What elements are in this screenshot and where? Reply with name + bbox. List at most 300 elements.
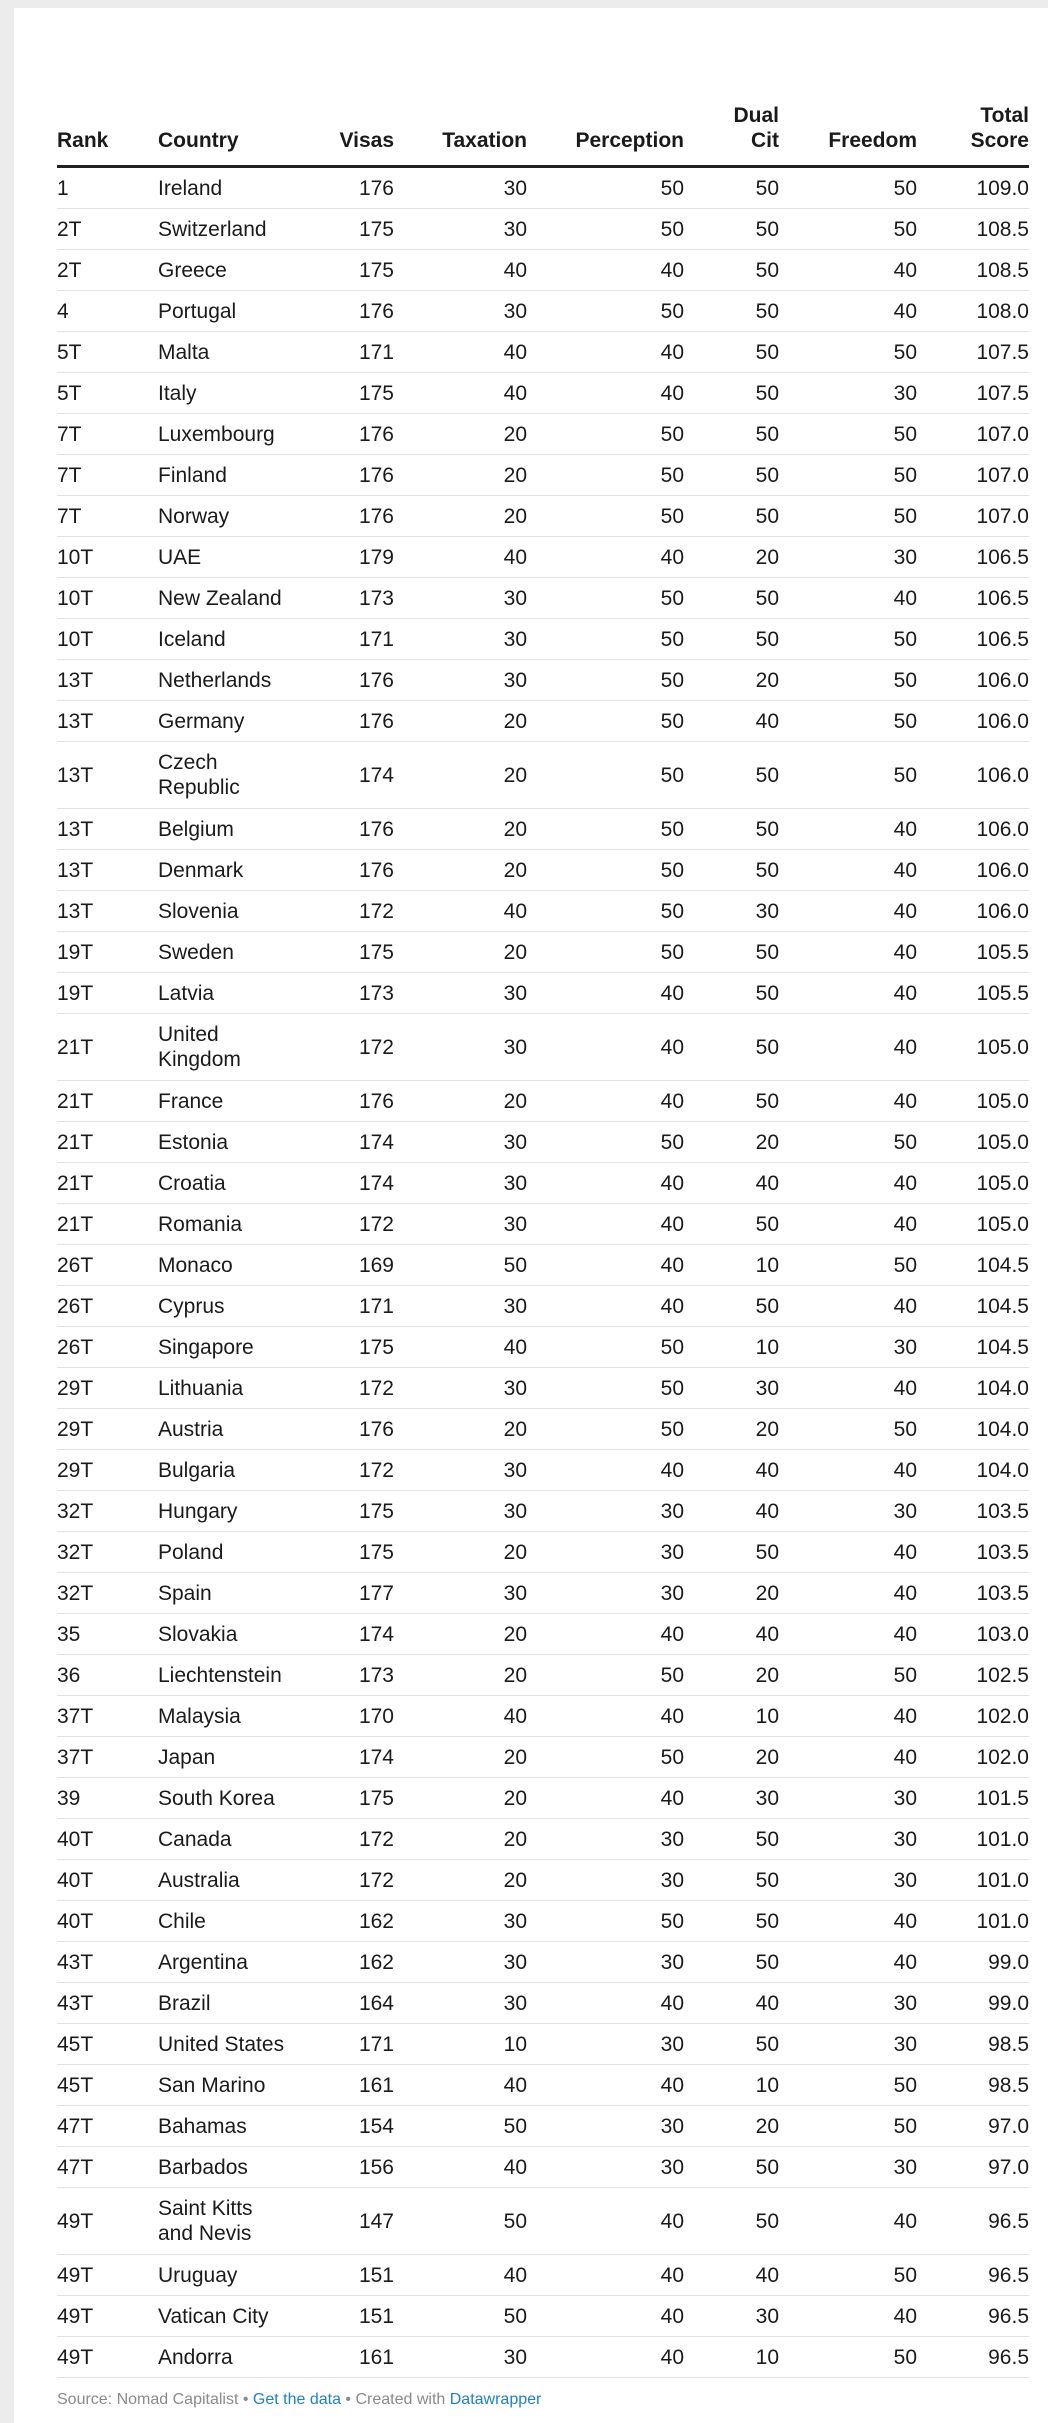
cell-perception: 50: [527, 809, 684, 850]
cell-total-score: 105.0: [917, 1014, 1029, 1081]
cell-visas: 176: [304, 455, 394, 496]
cell-total-score: 96.5: [917, 2188, 1029, 2255]
cell-visas: 170: [304, 1696, 394, 1737]
cell-taxation: 30: [394, 1450, 527, 1491]
cell-taxation: 20: [394, 850, 527, 891]
cell-dual-cit: 10: [684, 1327, 779, 1368]
cell-rank: 5T: [57, 373, 158, 414]
cell-freedom: 50: [779, 2065, 917, 2106]
cell-country: Slovakia: [158, 1614, 304, 1655]
table-row: [57, 1245, 1029, 1286]
cell-taxation: 30: [394, 578, 527, 619]
cell-rank: 37T: [57, 1696, 158, 1737]
cell-visas: 175: [304, 932, 394, 973]
cell-dual-cit: 10: [684, 1696, 779, 1737]
cell-visas: 147: [304, 2188, 394, 2255]
cell-taxation: 30: [394, 1122, 527, 1163]
cell-taxation: 20: [394, 455, 527, 496]
cell-country: Vatican City: [158, 2296, 304, 2337]
cell-dual-cit: 50: [684, 1532, 779, 1573]
table-row: [57, 1696, 1029, 1737]
cell-total-score: 106.5: [917, 578, 1029, 619]
header-visas[interactable]: Visas: [304, 83, 394, 167]
cell-rank: 29T: [57, 1409, 158, 1450]
table-row: [57, 1532, 1029, 1573]
table-row: [57, 809, 1029, 850]
cell-dual-cit: 50: [684, 1860, 779, 1901]
cell-dual-cit: 50: [684, 742, 779, 809]
cell-taxation: 30: [394, 973, 527, 1014]
cell-dual-cit: 40: [684, 2255, 779, 2296]
cell-total-score: 108.5: [917, 250, 1029, 291]
cell-rank: 13T: [57, 809, 158, 850]
cell-taxation: 20: [394, 496, 527, 537]
cell-dual-cit: 40: [684, 701, 779, 742]
cell-total-score: 103.5: [917, 1532, 1029, 1573]
cell-freedom: 30: [779, 2147, 917, 2188]
table-row: [57, 1163, 1029, 1204]
table-row: [57, 1860, 1029, 1901]
cell-taxation: 30: [394, 1014, 527, 1081]
cell-country: San Marino: [158, 2065, 304, 2106]
cell-taxation: 20: [394, 1778, 527, 1819]
cell-freedom: 40: [779, 1901, 917, 1942]
cell-dual-cit: 50: [684, 2188, 779, 2255]
cell-taxation: 20: [394, 1614, 527, 1655]
cell-visas: 172: [304, 1860, 394, 1901]
cell-perception: 50: [527, 414, 684, 455]
cell-freedom: 30: [779, 1491, 917, 1532]
cell-freedom: 50: [779, 167, 917, 209]
cell-country: Singapore: [158, 1327, 304, 1368]
cell-visas: 151: [304, 2296, 394, 2337]
cell-visas: 173: [304, 973, 394, 1014]
cell-rank: 21T: [57, 1122, 158, 1163]
cell-taxation: 30: [394, 209, 527, 250]
cell-total-score: 96.5: [917, 2255, 1029, 2296]
cell-rank: 35: [57, 1614, 158, 1655]
table-row: [57, 1901, 1029, 1942]
table-row: [57, 2255, 1029, 2296]
table-row: [57, 1450, 1029, 1491]
cell-visas: 164: [304, 1983, 394, 2024]
table-row: [57, 1122, 1029, 1163]
cell-perception: 50: [527, 578, 684, 619]
cell-dual-cit: 50: [684, 1014, 779, 1081]
table-row: [57, 850, 1029, 891]
cell-rank: 49T: [57, 2188, 158, 2255]
cell-perception: 30: [527, 1819, 684, 1860]
cell-perception: 30: [527, 1491, 684, 1532]
cell-freedom: 40: [779, 973, 917, 1014]
cell-dual-cit: 30: [684, 2296, 779, 2337]
cell-total-score: 106.0: [917, 701, 1029, 742]
cell-visas: 176: [304, 1081, 394, 1122]
cell-taxation: 20: [394, 1860, 527, 1901]
header-dual-cit[interactable]: [684, 83, 779, 167]
cell-freedom: 30: [779, 1983, 917, 2024]
cell-country: New Zealand: [158, 578, 304, 619]
cell-dual-cit: 50: [684, 850, 779, 891]
cell-country: Malaysia: [158, 1696, 304, 1737]
cell-total-score: 104.5: [917, 1245, 1029, 1286]
cell-rank: 45T: [57, 2024, 158, 2065]
cell-freedom: 30: [779, 1778, 917, 1819]
cell-visas: 161: [304, 2065, 394, 2106]
cell-dual-cit: 50: [684, 1901, 779, 1942]
cell-rank: 45T: [57, 2065, 158, 2106]
cell-country: Romania: [158, 1204, 304, 1245]
get-the-data-link[interactable]: Get the data: [252, 2391, 341, 2408]
cell-taxation: 40: [394, 2147, 527, 2188]
cell-total-score: 105.0: [917, 1163, 1029, 1204]
cell-visas: 179: [304, 537, 394, 578]
table-row: [57, 537, 1029, 578]
cell-dual-cit: 50: [684, 291, 779, 332]
cell-visas: 172: [304, 891, 394, 932]
cell-perception: 40: [527, 973, 684, 1014]
cell-perception: 40: [527, 2188, 684, 2255]
cell-country: Argentina: [158, 1942, 304, 1983]
table-row: [57, 1491, 1029, 1532]
cell-rank: 40T: [57, 1819, 158, 1860]
cell-freedom: 50: [779, 701, 917, 742]
cell-visas: 172: [304, 1014, 394, 1081]
cell-taxation: 40: [394, 1327, 527, 1368]
table-row: [57, 701, 1029, 742]
cell-rank: 26T: [57, 1245, 158, 1286]
cell-visas: 176: [304, 167, 394, 209]
cell-rank: 49T: [57, 2337, 158, 2378]
cell-taxation: 40: [394, 1696, 527, 1737]
cell-perception: 40: [527, 2296, 684, 2337]
table-row: [57, 209, 1029, 250]
cell-dual-cit: 40: [684, 1450, 779, 1491]
cell-total-score: 105.0: [917, 1204, 1029, 1245]
cell-visas: 169: [304, 1245, 394, 1286]
cell-rank: 2T: [57, 250, 158, 291]
cell-visas: 175: [304, 373, 394, 414]
cell-perception: 50: [527, 167, 684, 209]
cell-perception: 30: [527, 1942, 684, 1983]
cell-visas: 151: [304, 2255, 394, 2296]
cell-rank: 26T: [57, 1327, 158, 1368]
cell-rank: 29T: [57, 1450, 158, 1491]
cell-visas: 161: [304, 2337, 394, 2378]
cell-rank: 13T: [57, 701, 158, 742]
cell-perception: 50: [527, 619, 684, 660]
cell-freedom: 50: [779, 209, 917, 250]
cell-freedom: 30: [779, 1860, 917, 1901]
cell-visas: 172: [304, 1450, 394, 1491]
cell-freedom: 30: [779, 1819, 917, 1860]
cell-country: Austria: [158, 1409, 304, 1450]
cell-perception: 50: [527, 209, 684, 250]
table-row: [57, 619, 1029, 660]
cell-visas: 177: [304, 1573, 394, 1614]
cell-country: Latvia: [158, 973, 304, 1014]
cell-perception: 30: [527, 2147, 684, 2188]
cell-total-score: 106.5: [917, 537, 1029, 578]
cell-total-score: 107.0: [917, 455, 1029, 496]
cell-perception: 50: [527, 891, 684, 932]
cell-taxation: 50: [394, 2296, 527, 2337]
cell-taxation: 50: [394, 2188, 527, 2255]
cell-country: Australia: [158, 1860, 304, 1901]
table-row: [57, 414, 1029, 455]
cell-total-score: 98.5: [917, 2024, 1029, 2065]
cell-rank: 47T: [57, 2106, 158, 2147]
table-row: [57, 2065, 1029, 2106]
cell-dual-cit: 50: [684, 619, 779, 660]
table-body: [57, 167, 1029, 2378]
cell-country: Greece: [158, 250, 304, 291]
cell-dual-cit: 50: [684, 932, 779, 973]
cell-visas: 171: [304, 2024, 394, 2065]
cell-perception: 40: [527, 1450, 684, 1491]
cell-country: Cyprus: [158, 1286, 304, 1327]
cell-rank: 4: [57, 291, 158, 332]
cell-freedom: 40: [779, 1573, 917, 1614]
cell-dual-cit: 50: [684, 209, 779, 250]
cell-dual-cit: 50: [684, 1819, 779, 1860]
cell-country: Ireland: [158, 167, 304, 209]
cell-dual-cit: 50: [684, 1204, 779, 1245]
table-row: [57, 291, 1029, 332]
cell-visas: 171: [304, 619, 394, 660]
cell-country: Andorra: [158, 2337, 304, 2378]
cell-rank: 21T: [57, 1014, 158, 1081]
cell-perception: 30: [527, 2106, 684, 2147]
cell-dual-cit: 50: [684, 1942, 779, 1983]
cell-freedom: 40: [779, 1614, 917, 1655]
cell-dual-cit: 20: [684, 537, 779, 578]
cell-total-score: 102.5: [917, 1655, 1029, 1696]
cell-dual-cit: 50: [684, 2024, 779, 2065]
ranking-table: [57, 83, 1029, 2378]
header-country[interactable]: Country: [158, 83, 304, 167]
header-total-score[interactable]: [917, 83, 1029, 167]
cell-taxation: 20: [394, 1081, 527, 1122]
table-row: [57, 973, 1029, 1014]
table-row: [57, 496, 1029, 537]
cell-country: Lithuania: [158, 1368, 304, 1409]
cell-country: Bulgaria: [158, 1450, 304, 1491]
cell-freedom: 40: [779, 1532, 917, 1573]
cell-rank: 29T: [57, 1368, 158, 1409]
cell-country: UAE: [158, 537, 304, 578]
cell-country: France: [158, 1081, 304, 1122]
table-row: [57, 1204, 1029, 1245]
cell-perception: 40: [527, 250, 684, 291]
cell-perception: 40: [527, 1696, 684, 1737]
cell-taxation: 40: [394, 537, 527, 578]
cell-dual-cit: 50: [684, 809, 779, 850]
table-row: [57, 1614, 1029, 1655]
cell-dual-cit: 50: [684, 1286, 779, 1327]
cell-taxation: 40: [394, 332, 527, 373]
cell-rank: 40T: [57, 1901, 158, 1942]
cell-country: Barbados: [158, 2147, 304, 2188]
header-dual-cit-line1: Dual: [733, 104, 779, 127]
cell-freedom: 30: [779, 373, 917, 414]
cell-perception: 50: [527, 742, 684, 809]
cell-visas: 175: [304, 250, 394, 291]
cell-perception: 30: [527, 2024, 684, 2065]
cell-dual-cit: 20: [684, 1409, 779, 1450]
cell-taxation: 30: [394, 1942, 527, 1983]
cell-freedom: 50: [779, 414, 917, 455]
table-row: [57, 373, 1029, 414]
cell-dual-cit: 50: [684, 250, 779, 291]
cell-country: Czech Republic: [158, 742, 304, 809]
cell-country: Chile: [158, 1901, 304, 1942]
cell-total-score: 103.5: [917, 1491, 1029, 1532]
cell-country: Spain: [158, 1573, 304, 1614]
cell-perception: 50: [527, 496, 684, 537]
cell-visas: 171: [304, 1286, 394, 1327]
datawrapper-link[interactable]: Datawrapper: [449, 2391, 542, 2408]
cell-taxation: 10: [394, 2024, 527, 2065]
table-row: [57, 742, 1029, 809]
cell-perception: 50: [527, 1122, 684, 1163]
cell-total-score: 97.0: [917, 2106, 1029, 2147]
cell-visas: 175: [304, 1491, 394, 1532]
table-row: [57, 332, 1029, 373]
cell-total-score: 102.0: [917, 1737, 1029, 1778]
cell-freedom: 40: [779, 1368, 917, 1409]
cell-freedom: 40: [779, 1286, 917, 1327]
cell-perception: 40: [527, 373, 684, 414]
cell-freedom: 40: [779, 850, 917, 891]
cell-taxation: 30: [394, 1491, 527, 1532]
cell-visas: 174: [304, 1737, 394, 1778]
cell-visas: 171: [304, 332, 394, 373]
cell-visas: 173: [304, 1655, 394, 1696]
cell-perception: 50: [527, 1327, 684, 1368]
cell-dual-cit: 50: [684, 496, 779, 537]
table-row: [57, 1409, 1029, 1450]
cell-dual-cit: 10: [684, 2065, 779, 2106]
cell-country: Canada: [158, 1819, 304, 1860]
chart-container: [14, 8, 1048, 2423]
cell-freedom: 30: [779, 1327, 917, 1368]
cell-country: Hungary: [158, 1491, 304, 1532]
cell-country: Uruguay: [158, 2255, 304, 2296]
cell-rank: 13T: [57, 742, 158, 809]
cell-visas: 172: [304, 1204, 394, 1245]
cell-total-score: 104.5: [917, 1327, 1029, 1368]
cell-taxation: 30: [394, 1204, 527, 1245]
cell-total-score: 104.0: [917, 1368, 1029, 1409]
cell-visas: 176: [304, 496, 394, 537]
cell-freedom: 40: [779, 809, 917, 850]
cell-country: Switzerland: [158, 209, 304, 250]
header-dual-cit-line2: Cit: [751, 129, 779, 152]
table-row: [57, 2106, 1029, 2147]
cell-rank: 5T: [57, 332, 158, 373]
cell-rank: 32T: [57, 1532, 158, 1573]
table-row: [57, 250, 1029, 291]
table-row: [57, 2337, 1029, 2378]
header-perception[interactable]: Perception: [527, 83, 684, 167]
table-row: [57, 660, 1029, 701]
cell-total-score: 105.5: [917, 932, 1029, 973]
table-row: [57, 1286, 1029, 1327]
cell-dual-cit: 50: [684, 373, 779, 414]
table-row: [57, 891, 1029, 932]
cell-taxation: 20: [394, 1737, 527, 1778]
cell-rank: 47T: [57, 2147, 158, 2188]
cell-dual-cit: 20: [684, 2106, 779, 2147]
created-with-text: • Created with: [340, 2391, 450, 2408]
cell-taxation: 20: [394, 414, 527, 455]
cell-perception: 40: [527, 1983, 684, 2024]
cell-total-score: 105.5: [917, 973, 1029, 1014]
header-taxation[interactable]: Taxation: [394, 83, 527, 167]
cell-freedom: 30: [779, 537, 917, 578]
cell-country: South Korea: [158, 1778, 304, 1819]
cell-dual-cit: 50: [684, 332, 779, 373]
cell-total-score: 105.0: [917, 1122, 1029, 1163]
cell-dual-cit: 20: [684, 660, 779, 701]
cell-rank: 10T: [57, 619, 158, 660]
header-rank[interactable]: Rank: [57, 83, 158, 167]
cell-perception: 50: [527, 1737, 684, 1778]
table-row: [57, 1655, 1029, 1696]
cell-country: Sweden: [158, 932, 304, 973]
cell-rank: 19T: [57, 932, 158, 973]
cell-rank: 32T: [57, 1491, 158, 1532]
cell-freedom: 50: [779, 1122, 917, 1163]
table-row: [57, 455, 1029, 496]
cell-visas: 176: [304, 701, 394, 742]
footer: [57, 2391, 541, 2409]
cell-total-score: 104.0: [917, 1409, 1029, 1450]
cell-perception: 30: [527, 1573, 684, 1614]
header-freedom[interactable]: Freedom: [779, 83, 917, 167]
cell-perception: 40: [527, 1778, 684, 1819]
cell-visas: 174: [304, 1614, 394, 1655]
cell-freedom: 40: [779, 250, 917, 291]
cell-taxation: 20: [394, 1819, 527, 1860]
cell-total-score: 108.5: [917, 209, 1029, 250]
cell-perception: 30: [527, 1532, 684, 1573]
cell-taxation: 40: [394, 2065, 527, 2106]
cell-taxation: 30: [394, 619, 527, 660]
cell-country: Japan: [158, 1737, 304, 1778]
cell-total-score: 107.0: [917, 414, 1029, 455]
cell-rank: 10T: [57, 537, 158, 578]
cell-taxation: 30: [394, 1983, 527, 2024]
table-row: [57, 2024, 1029, 2065]
cell-country: Malta: [158, 332, 304, 373]
cell-visas: 174: [304, 742, 394, 809]
cell-visas: 176: [304, 1409, 394, 1450]
cell-total-score: 98.5: [917, 2065, 1029, 2106]
cell-freedom: 40: [779, 932, 917, 973]
cell-taxation: 40: [394, 250, 527, 291]
cell-rank: 49T: [57, 2296, 158, 2337]
cell-perception: 50: [527, 1655, 684, 1696]
cell-dual-cit: 40: [684, 1163, 779, 1204]
cell-rank: 7T: [57, 496, 158, 537]
cell-perception: 40: [527, 2255, 684, 2296]
cell-dual-cit: 30: [684, 1368, 779, 1409]
table-row: [57, 1327, 1029, 1368]
table-row: [57, 1983, 1029, 2024]
cell-taxation: 30: [394, 2337, 527, 2378]
